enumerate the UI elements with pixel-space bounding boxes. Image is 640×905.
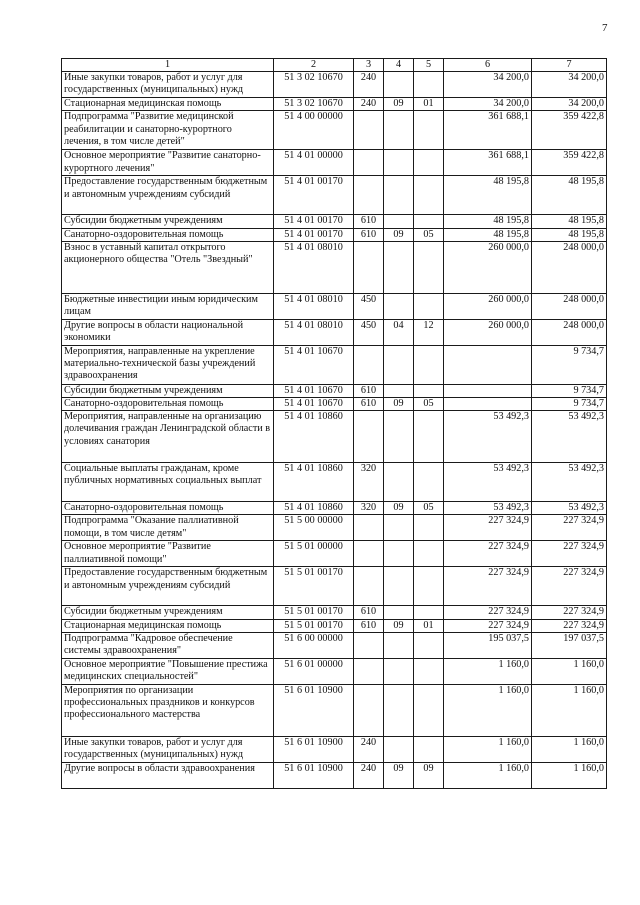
row-code-cell: 51 6 01 10900	[274, 762, 354, 788]
row-section-cell	[384, 658, 414, 684]
row-name-cell: Другие вопросы в области национальной экономики	[62, 319, 274, 345]
row-expense-type-cell: 610	[354, 384, 384, 397]
row-amount-year2-cell: 1 160,0	[532, 684, 607, 736]
row-name-cell: Стационарная медицинская помощь	[62, 98, 274, 111]
page-number: 7	[602, 22, 608, 34]
row-name-cell: Бюджетные инвестиции иным юридическим лицам	[62, 293, 274, 319]
row-amount-year2-cell: 227 324,9	[532, 515, 607, 541]
row-amount-year1-cell: 1 160,0	[444, 658, 532, 684]
table-row	[62, 111, 607, 150]
row-subsection-cell: 12	[414, 319, 444, 345]
row-name-cell: Субсидии бюджетным учреждениям	[62, 215, 274, 228]
table-row	[62, 502, 607, 515]
row-code-cell: 51 4 00 00000	[274, 111, 354, 150]
table-row	[62, 345, 607, 384]
header-cell: 7	[532, 59, 607, 72]
row-section-cell: 09	[384, 98, 414, 111]
row-subsection-cell	[414, 606, 444, 619]
row-section-cell: 09	[384, 762, 414, 788]
row-name-cell: Мероприятия по организации профессиональных праздников и конкурсов профессионального мастерства	[62, 684, 274, 736]
row-amount-year2-cell: 34 200,0	[532, 72, 607, 98]
table-row	[62, 606, 607, 619]
row-amount-year1-cell: 53 492,3	[444, 463, 532, 502]
row-expense-type-cell: 610	[354, 606, 384, 619]
table-row	[62, 176, 607, 215]
row-expense-type-cell	[354, 515, 384, 541]
row-name-cell: Иные закупки товаров, работ и услуг для государственных (муниципальных) нужд	[62, 736, 274, 762]
table-row	[62, 72, 607, 98]
row-section-cell	[384, 541, 414, 567]
row-expense-type-cell: 240	[354, 762, 384, 788]
row-name-cell: Другие вопросы в области здравоохранения	[62, 762, 274, 788]
row-amount-year1-cell: 1 160,0	[444, 736, 532, 762]
row-name-cell: Мероприятия, направленные на организацию долечивания граждан Ленинградской области в условиях санатория	[62, 411, 274, 463]
row-section-cell	[384, 606, 414, 619]
table-row	[62, 98, 607, 111]
row-amount-year2-cell: 248 000,0	[532, 241, 607, 293]
row-amount-year2-cell: 248 000,0	[532, 319, 607, 345]
row-expense-type-cell	[354, 541, 384, 567]
row-amount-year1-cell: 260 000,0	[444, 241, 532, 293]
row-expense-type-cell: 240	[354, 98, 384, 111]
table-row	[62, 762, 607, 788]
table-header-row	[62, 59, 607, 72]
row-code-cell: 51 4 01 00170	[274, 176, 354, 215]
table-row	[62, 398, 607, 411]
table-body	[62, 72, 607, 789]
row-section-cell	[384, 684, 414, 736]
row-amount-year1-cell: 227 324,9	[444, 541, 532, 567]
row-code-cell: 51 6 01 10900	[274, 684, 354, 736]
row-expense-type-cell: 610	[354, 619, 384, 632]
table-row	[62, 241, 607, 293]
row-code-cell: 51 4 01 00170	[274, 215, 354, 228]
row-amount-year2-cell: 48 195,8	[532, 228, 607, 241]
row-subsection-cell: 01	[414, 98, 444, 111]
row-amount-year1-cell: 227 324,9	[444, 619, 532, 632]
row-name-cell: Субсидии бюджетным учреждениям	[62, 384, 274, 397]
row-amount-year2-cell: 34 200,0	[532, 98, 607, 111]
row-amount-year2-cell: 9 734,7	[532, 345, 607, 384]
row-expense-type-cell: 610	[354, 215, 384, 228]
row-name-cell: Предоставление государственным бюджетным и автономным учреждениям субсидий	[62, 176, 274, 215]
row-subsection-cell	[414, 567, 444, 606]
row-amount-year1-cell: 227 324,9	[444, 567, 532, 606]
row-section-cell	[384, 515, 414, 541]
row-amount-year1-cell: 195 037,5	[444, 632, 532, 658]
row-amount-year2-cell: 1 160,0	[532, 658, 607, 684]
row-amount-year2-cell: 9 734,7	[532, 384, 607, 397]
row-amount-year2-cell: 53 492,3	[532, 463, 607, 502]
row-subsection-cell	[414, 176, 444, 215]
row-amount-year2-cell: 48 195,8	[532, 176, 607, 215]
row-expense-type-cell	[354, 684, 384, 736]
table-row	[62, 658, 607, 684]
row-section-cell	[384, 411, 414, 463]
row-subsection-cell	[414, 515, 444, 541]
table-row	[62, 541, 607, 567]
row-amount-year1-cell: 53 492,3	[444, 502, 532, 515]
row-amount-year2-cell: 53 492,3	[532, 502, 607, 515]
row-subsection-cell	[414, 658, 444, 684]
row-amount-year1-cell: 53 492,3	[444, 411, 532, 463]
row-code-cell: 51 4 01 08010	[274, 241, 354, 293]
row-section-cell	[384, 345, 414, 384]
row-expense-type-cell: 450	[354, 293, 384, 319]
header-cell: 1	[62, 59, 274, 72]
row-section-cell	[384, 463, 414, 502]
row-section-cell: 09	[384, 502, 414, 515]
row-subsection-cell	[414, 541, 444, 567]
row-name-cell: Подпрограмма "Развитие медицинской реабилитации и санаторно-курортного лечения, в том числе детей"	[62, 111, 274, 150]
row-code-cell: 51 6 01 00000	[274, 658, 354, 684]
row-section-cell	[384, 111, 414, 150]
header-cell: 6	[444, 59, 532, 72]
table-row	[62, 463, 607, 502]
row-amount-year1-cell: 1 160,0	[444, 684, 532, 736]
row-amount-year1-cell	[444, 345, 532, 384]
header-cell: 2	[274, 59, 354, 72]
row-name-cell: Стационарная медицинская помощь	[62, 619, 274, 632]
row-code-cell: 51 4 01 10860	[274, 502, 354, 515]
row-expense-type-cell: 610	[354, 398, 384, 411]
row-name-cell: Санаторно-оздоровительная помощь	[62, 502, 274, 515]
row-code-cell: 51 4 01 00170	[274, 228, 354, 241]
row-subsection-cell: 05	[414, 398, 444, 411]
row-amount-year1-cell: 48 195,8	[444, 215, 532, 228]
row-subsection-cell	[414, 632, 444, 658]
row-amount-year2-cell: 1 160,0	[532, 762, 607, 788]
row-amount-year2-cell: 197 037,5	[532, 632, 607, 658]
row-amount-year2-cell: 1 160,0	[532, 736, 607, 762]
row-section-cell: 09	[384, 619, 414, 632]
row-section-cell: 04	[384, 319, 414, 345]
row-expense-type-cell	[354, 567, 384, 606]
table-row	[62, 515, 607, 541]
row-expense-type-cell	[354, 658, 384, 684]
row-code-cell: 51 5 01 00170	[274, 619, 354, 632]
row-section-cell	[384, 736, 414, 762]
table-row	[62, 684, 607, 736]
row-section-cell	[384, 215, 414, 228]
row-amount-year1-cell: 227 324,9	[444, 606, 532, 619]
row-expense-type-cell	[354, 111, 384, 150]
row-amount-year1-cell: 361 688,1	[444, 111, 532, 150]
row-expense-type-cell	[354, 176, 384, 215]
table-row	[62, 736, 607, 762]
row-subsection-cell: 01	[414, 619, 444, 632]
row-expense-type-cell: 240	[354, 736, 384, 762]
row-code-cell: 51 4 01 10860	[274, 411, 354, 463]
header-cell: 3	[354, 59, 384, 72]
row-expense-type-cell: 450	[354, 319, 384, 345]
row-name-cell: Санаторно-оздоровительная помощь	[62, 398, 274, 411]
row-expense-type-cell	[354, 632, 384, 658]
row-code-cell: 51 4 01 10670	[274, 398, 354, 411]
row-amount-year1-cell: 227 324,9	[444, 515, 532, 541]
row-section-cell	[384, 293, 414, 319]
row-subsection-cell	[414, 384, 444, 397]
row-code-cell: 51 5 01 00170	[274, 567, 354, 606]
row-amount-year1-cell	[444, 398, 532, 411]
row-code-cell: 51 4 01 10860	[274, 463, 354, 502]
row-subsection-cell	[414, 72, 444, 98]
row-expense-type-cell: 320	[354, 502, 384, 515]
row-name-cell: Субсидии бюджетным учреждениям	[62, 606, 274, 619]
row-amount-year1-cell: 34 200,0	[444, 98, 532, 111]
row-expense-type-cell	[354, 345, 384, 384]
row-section-cell: 09	[384, 228, 414, 241]
table-row	[62, 293, 607, 319]
row-name-cell: Основное мероприятие "Повышение престижа медицинских специальностей"	[62, 658, 274, 684]
table-row	[62, 411, 607, 463]
row-section-cell	[384, 72, 414, 98]
row-expense-type-cell	[354, 411, 384, 463]
row-amount-year1-cell: 48 195,8	[444, 228, 532, 241]
row-subsection-cell	[414, 241, 444, 293]
row-amount-year2-cell: 227 324,9	[532, 606, 607, 619]
row-amount-year2-cell: 227 324,9	[532, 619, 607, 632]
row-name-cell: Подпрограмма "Кадровое обеспечение системы здравоохранения"	[62, 632, 274, 658]
row-amount-year2-cell: 227 324,9	[532, 541, 607, 567]
row-code-cell: 51 5 01 00000	[274, 541, 354, 567]
row-subsection-cell	[414, 684, 444, 736]
row-name-cell: Иные закупки товаров, работ и услуг для государственных (муниципальных) нужд	[62, 72, 274, 98]
row-section-cell	[384, 632, 414, 658]
row-name-cell: Подпрограмма "Оказание паллиативной помощи, в том числе детям"	[62, 515, 274, 541]
row-section-cell	[384, 241, 414, 293]
row-code-cell: 51 4 01 10670	[274, 345, 354, 384]
table-row	[62, 619, 607, 632]
row-amount-year1-cell: 260 000,0	[444, 319, 532, 345]
row-code-cell: 51 6 00 00000	[274, 632, 354, 658]
row-amount-year2-cell: 359 422,8	[532, 150, 607, 176]
table-row	[62, 319, 607, 345]
row-subsection-cell	[414, 215, 444, 228]
table-row	[62, 632, 607, 658]
row-subsection-cell	[414, 111, 444, 150]
row-expense-type-cell	[354, 150, 384, 176]
budget-table	[61, 58, 607, 789]
row-subsection-cell	[414, 463, 444, 502]
row-amount-year1-cell: 1 160,0	[444, 762, 532, 788]
row-amount-year2-cell: 48 195,8	[532, 215, 607, 228]
row-code-cell: 51 3 02 10670	[274, 72, 354, 98]
row-code-cell: 51 4 01 10670	[274, 384, 354, 397]
row-amount-year1-cell: 48 195,8	[444, 176, 532, 215]
table-row	[62, 384, 607, 397]
row-name-cell: Предоставление государственным бюджетным и автономным учреждениям субсидий	[62, 567, 274, 606]
row-amount-year1-cell: 260 000,0	[444, 293, 532, 319]
header-cell: 5	[414, 59, 444, 72]
row-section-cell	[384, 176, 414, 215]
row-code-cell: 51 4 01 08010	[274, 319, 354, 345]
row-code-cell: 51 5 00 00000	[274, 515, 354, 541]
row-subsection-cell: 09	[414, 762, 444, 788]
row-amount-year2-cell: 359 422,8	[532, 111, 607, 150]
table-row	[62, 567, 607, 606]
row-name-cell: Социальные выплаты гражданам, кроме публичных нормативных социальных выплат	[62, 463, 274, 502]
row-amount-year2-cell: 248 000,0	[532, 293, 607, 319]
row-code-cell: 51 3 02 10670	[274, 98, 354, 111]
row-code-cell: 51 4 01 08010	[274, 293, 354, 319]
row-expense-type-cell: 320	[354, 463, 384, 502]
table-row	[62, 150, 607, 176]
row-name-cell: Санаторно-оздоровительная помощь	[62, 228, 274, 241]
row-code-cell: 51 4 01 00000	[274, 150, 354, 176]
row-section-cell: 09	[384, 398, 414, 411]
table-row	[62, 215, 607, 228]
row-name-cell: Взнос в уставный капитал открытого акционерного общества "Отель "Звездный"	[62, 241, 274, 293]
row-section-cell	[384, 150, 414, 176]
row-expense-type-cell	[354, 241, 384, 293]
row-code-cell: 51 5 01 00170	[274, 606, 354, 619]
row-amount-year2-cell: 53 492,3	[532, 411, 607, 463]
row-amount-year1-cell: 34 200,0	[444, 72, 532, 98]
row-subsection-cell	[414, 150, 444, 176]
row-name-cell: Мероприятия, направленные на укрепление материально-технической базы учреждений здравоохранения	[62, 345, 274, 384]
row-expense-type-cell: 610	[354, 228, 384, 241]
table-row	[62, 228, 607, 241]
row-subsection-cell	[414, 293, 444, 319]
row-section-cell	[384, 384, 414, 397]
row-section-cell	[384, 567, 414, 606]
row-amount-year1-cell	[444, 384, 532, 397]
row-amount-year2-cell: 9 734,7	[532, 398, 607, 411]
row-subsection-cell	[414, 411, 444, 463]
row-subsection-cell: 05	[414, 228, 444, 241]
row-subsection-cell	[414, 345, 444, 384]
row-amount-year2-cell: 227 324,9	[532, 567, 607, 606]
row-subsection-cell	[414, 736, 444, 762]
row-expense-type-cell: 240	[354, 72, 384, 98]
row-name-cell: Основное мероприятие "Развитие санаторно-курортного лечения"	[62, 150, 274, 176]
header-cell: 4	[384, 59, 414, 72]
row-name-cell: Основное мероприятие "Развитие паллиативной помощи"	[62, 541, 274, 567]
row-code-cell: 51 6 01 10900	[274, 736, 354, 762]
row-subsection-cell: 05	[414, 502, 444, 515]
row-amount-year1-cell: 361 688,1	[444, 150, 532, 176]
